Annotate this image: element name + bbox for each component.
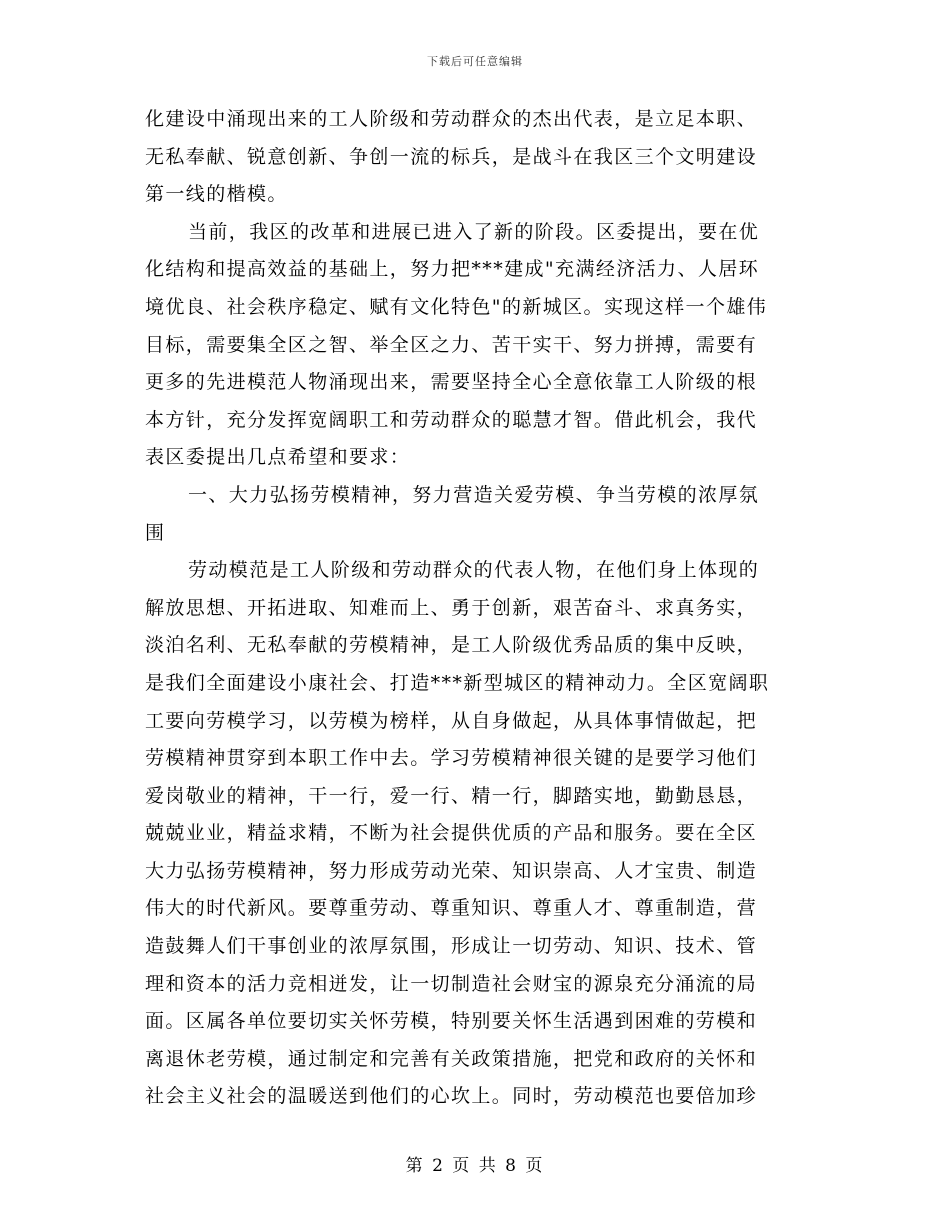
text-line: 是我们全面建设小康社会、打造***新型城区的精神动力。全区宽阔职 bbox=[145, 671, 770, 694]
text-line: 表区委提出几点希望和要求： bbox=[145, 446, 411, 469]
paragraph-start-line: 当前，我区的改革和进展已进入了新的阶段。区委提出，要在优 bbox=[188, 220, 760, 243]
text-line: 无私奉献、锐意创新、争创一流的标兵，是战斗在我区三个文明建设 bbox=[145, 145, 758, 168]
text-line: 兢兢业业，精益求精，不断为社会提供优质的产品和服务。要在全区 bbox=[145, 822, 758, 845]
text-line: 理和资本的活力竞相迸发，让一切制造社会财宝的源泉充分涌流的局 bbox=[145, 972, 758, 995]
body-text bbox=[145, 101, 805, 1116]
text-line: 社会主义社会的温暖送到他们的心坎上。同时，劳动模范也要倍加珍 bbox=[145, 1085, 758, 1108]
text-line: 离退休老劳模，通过制定和完善有关政策措施，把党和政府的关怀和 bbox=[145, 1047, 758, 1070]
text-line: 面。区属各单位要切实关怀劳模，特别要关怀生活遇到困难的劳模和 bbox=[145, 1010, 758, 1033]
text-line: 爱岗敬业的精神，干一行，爱一行、精一行，脚踏实地，勤勤恳恳， bbox=[145, 784, 758, 807]
text-line: 伟大的时代新风。要尊重劳动、尊重知识、尊重人才、尊重制造，营 bbox=[145, 897, 758, 920]
text-line: 造鼓舞人们干事创业的浓厚氛围，形成让一切劳动、知识、技术、管 bbox=[145, 935, 758, 958]
text-line: 第一线的楷模。 bbox=[145, 183, 288, 206]
text-line: 更多的先进模范人物涌现出来，需要坚持全心全意依靠工人阶级的根 bbox=[145, 371, 758, 394]
text-line: 目标，需要集全区之智、举全区之力、苦干实干、努力拼搏，需要有 bbox=[145, 333, 758, 356]
text-line: 化建设中涌现出来的工人阶级和劳动群众的杰出代表，是立足本职、 bbox=[145, 108, 758, 130]
text-line: 淡泊名利、无私奉献的劳模精神，是工人阶级优秀品质的集中反映， bbox=[145, 634, 758, 657]
text-line: 境优良、社会秩序稳定、赋有文化特色"的新城区。实现这样一个雄伟 bbox=[145, 295, 768, 318]
page-header: 下载后可任意编辑 bbox=[427, 55, 523, 68]
text-line: 劳模精神贯穿到本职工作中去。学习劳模精神很关键的是要学习他们 bbox=[145, 747, 758, 770]
text-line: 解放思想、开拓进取、知难而上、勇于创新，艰苦奋斗、求真务实， bbox=[145, 596, 758, 619]
text-line: 工要向劳模学习，以劳模为榜样，从自身做起，从具体事情做起，把 bbox=[145, 709, 758, 732]
text-line: 化结构和提高效益的基础上，努力把***建成"充满经济活力、人居环 bbox=[145, 258, 760, 281]
text-line: 大力弘扬劳模精神，努力形成劳动光荣、知识崇高、人才宝贵、制造 bbox=[145, 859, 758, 882]
page-number-footer: 第 2 页 共 8 页 bbox=[405, 1156, 545, 1176]
text-line: 本方针，充分发挥宽阔职工和劳动群众的聪慧才智。借此机会，我代 bbox=[145, 408, 758, 431]
paragraph-start-line: 劳动模范是工人阶级和劳动群众的代表人物，在他们身上体现的 bbox=[188, 559, 760, 582]
section-heading-line: 围 bbox=[145, 521, 166, 544]
section-heading-line: 一、大力弘扬劳模精神，努力营造关爱劳模、争当劳模的浓厚氛 bbox=[188, 483, 760, 506]
